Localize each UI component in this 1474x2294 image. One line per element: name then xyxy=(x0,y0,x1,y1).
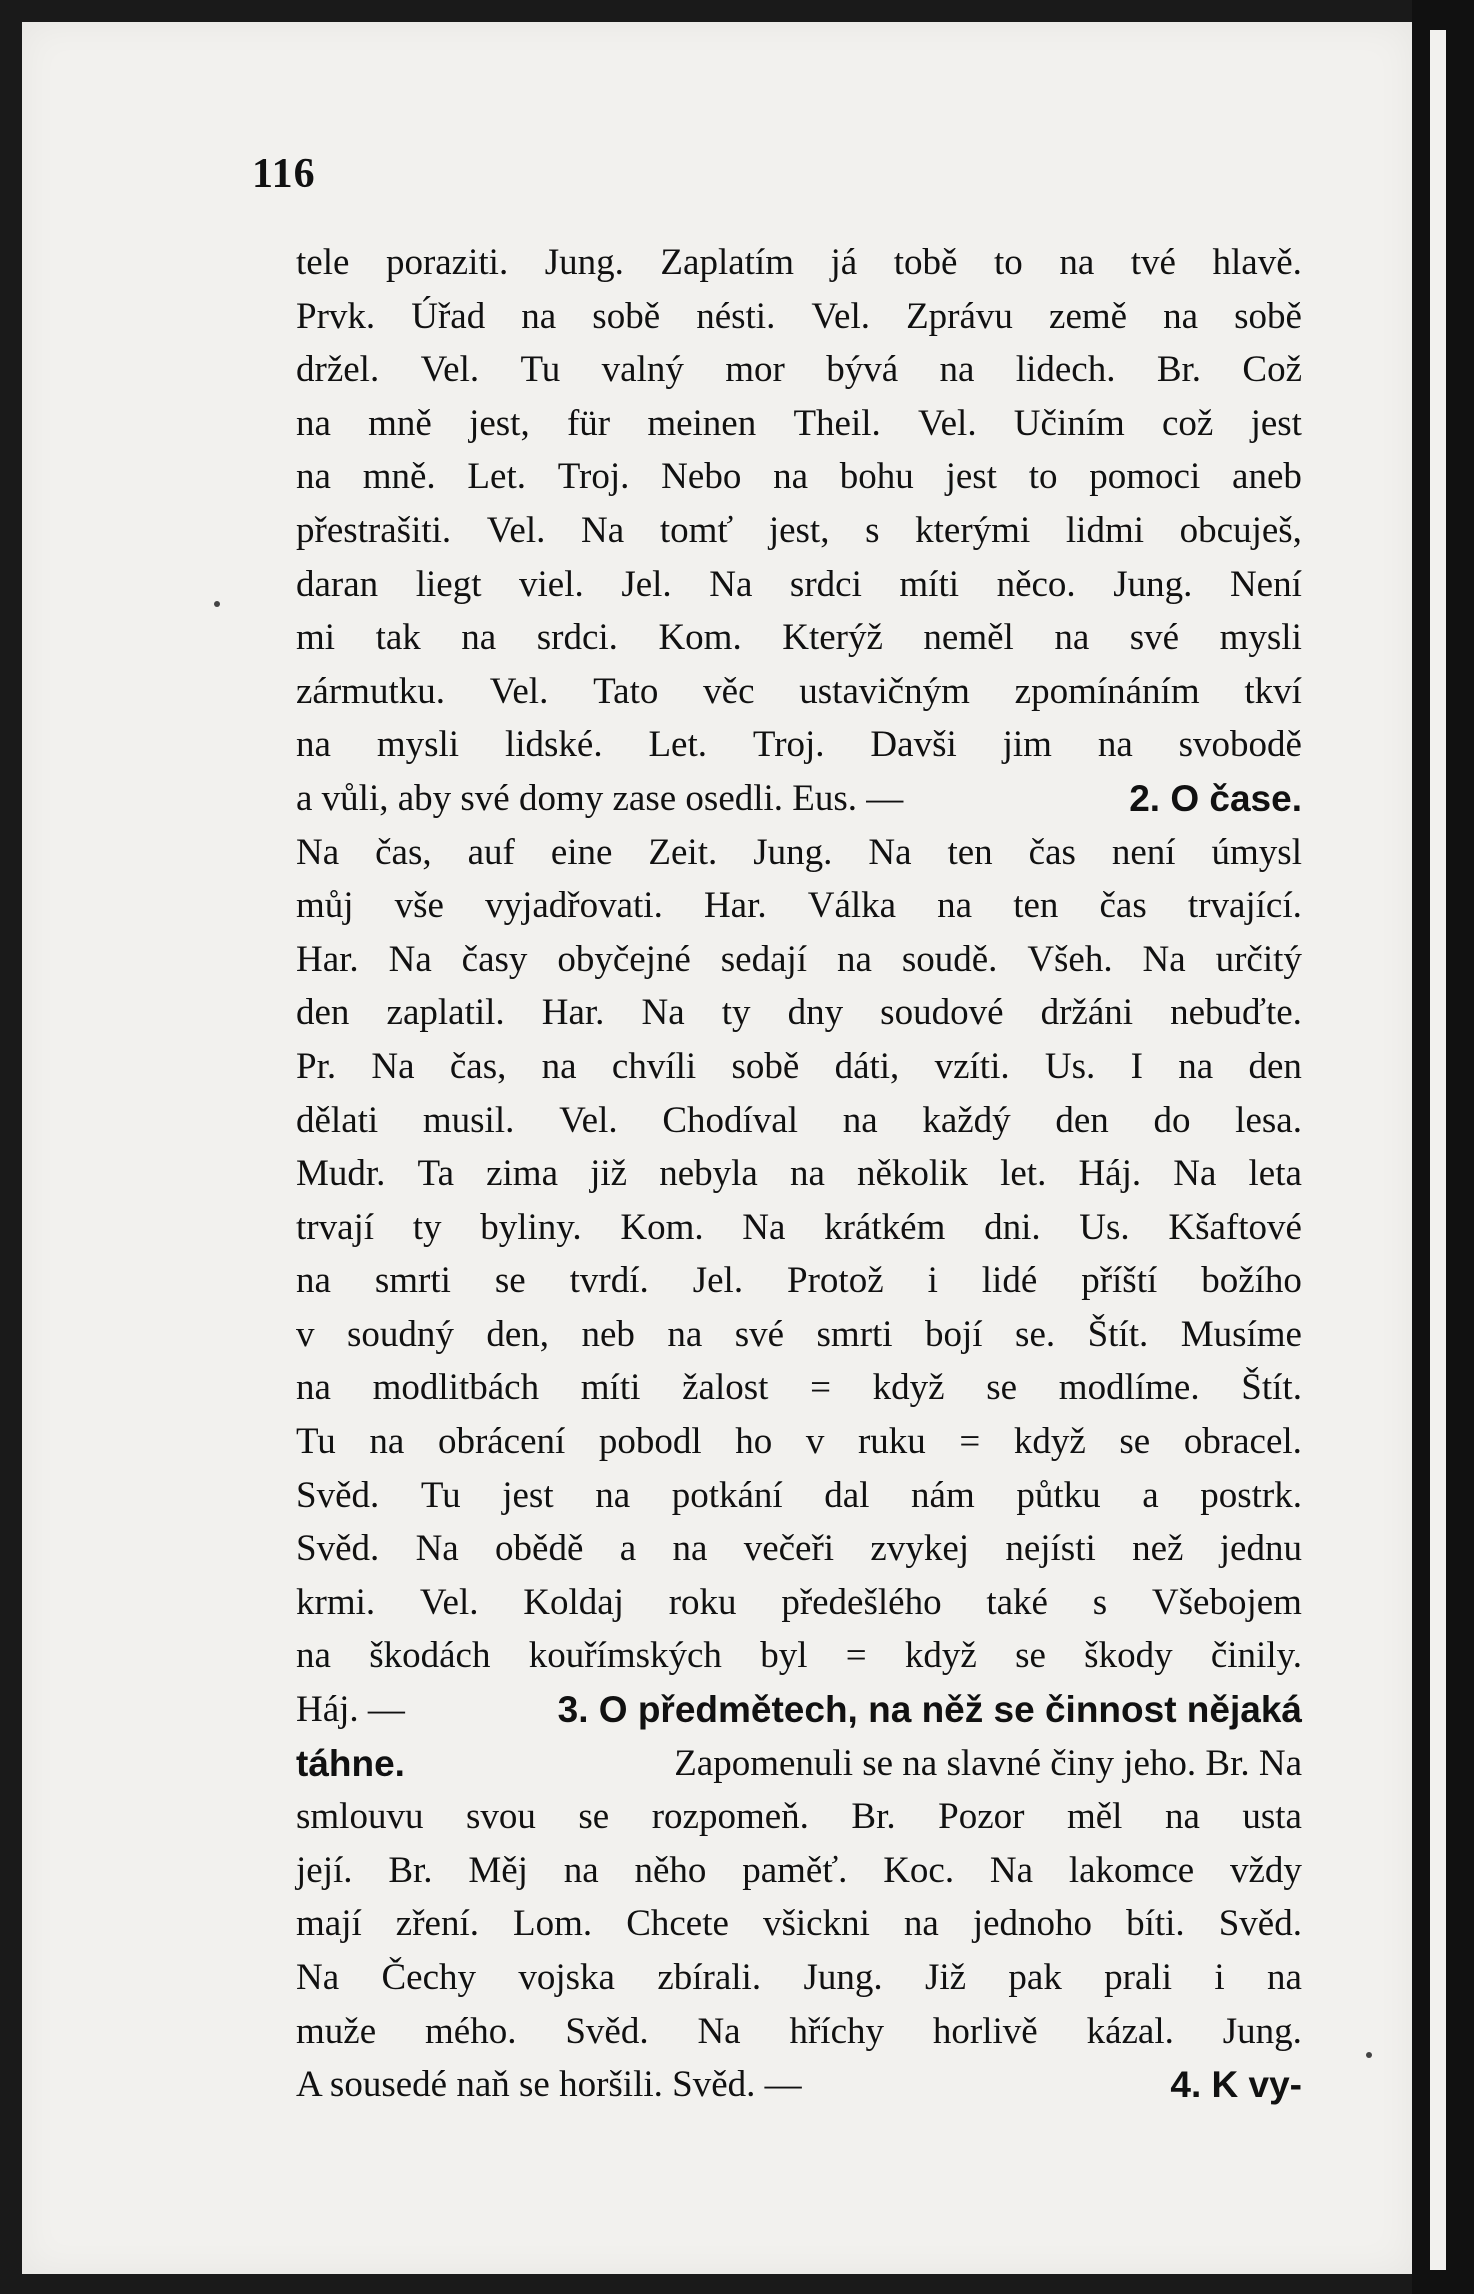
page-number: 116 xyxy=(252,151,316,197)
text-line-14: Har. Na časy obyčejné sedají na soudě. Všeh. Na určitý xyxy=(296,938,1302,980)
text-line-30: smlouvu svou se rozpomeň. Br. Pozor měl na usta xyxy=(296,1796,1302,1838)
section-heading-3a: 3. O předmětech, na něž se činnost nějaká xyxy=(557,1689,1302,1731)
section-heading-3b: táhne. xyxy=(296,1742,405,1784)
text-line-33: Na Čechy vojska zbírali. Jung. Již pak prali i na xyxy=(296,1957,1302,1998)
text-line-11-plain: a vůli, aby své domy zase osedli. Eus. — xyxy=(296,777,913,819)
text-line-20: na smrti se tvrdí. Jel. Protož i lidé příští božího xyxy=(296,1260,1302,1302)
text-line-15: den zaplatil. Har. Na ty dny soudové držáni nebuďte. xyxy=(296,992,1302,1034)
text-line-12: Na čas, auf eine Zeit. Jung. Na ten čas není úmysl xyxy=(296,831,1302,873)
text-line-35 xyxy=(296,2058,1302,2112)
text-line-8: mi tak na srdci. Kom. Kterýž neměl na své mysli xyxy=(296,617,1302,659)
text-line-16: Pr. Na čas, na chvíli sobě dáti, vzíti. Us. I na den xyxy=(296,1045,1302,1087)
section-heading-2: 2. O čase. xyxy=(1129,777,1302,819)
text-line-3: držel. Vel. Tu valný mor bývá na lidech. Br. Což xyxy=(296,349,1302,391)
section-heading-4: 4. K vy- xyxy=(1170,2064,1302,2106)
text-line-13: můj vše vyjadřovati. Har. Válka na ten čas trvající. xyxy=(296,885,1302,927)
text-line-4: na mně jest, für meinen Theil. Vel. Učiním což jest xyxy=(296,402,1302,444)
text-line-1: tele poraziti. Jung. Zaplatím já tobě to na tvé hlavě. xyxy=(296,242,1302,283)
print-speck-left xyxy=(214,601,220,607)
text-line-18: Mudr. Ta zima již nebyla na několik let. Háj. Na leta xyxy=(296,1153,1302,1195)
text-line-24: Svěd. Tu jest na potkání dal nám půtku a postrk. xyxy=(296,1474,1302,1516)
text-line-29-plain: Zapomenuli se na slavné činy jeho. Br. Na xyxy=(664,1742,1302,1784)
text-line-22: na modlitbách míti žalost = když se modlíme. Štít. xyxy=(296,1367,1302,1409)
text-line-17: dělati musil. Vel. Chodíval na každý den do lesa. xyxy=(296,1099,1302,1141)
text-line-23: Tu na obrácení pobodl ho v ruku = když se obracel. xyxy=(296,1421,1302,1463)
text-line-9: zármutku. Vel. Tato věc ustavičným zpomínáním tkví xyxy=(296,670,1302,712)
text-line-35-plain: A sousedé naň se horšili. Svěd. — xyxy=(296,2064,811,2106)
text-line-29 xyxy=(296,1737,1302,1791)
next-page-edge xyxy=(1430,30,1446,2270)
text-line-11 xyxy=(296,772,1302,826)
page-text-body xyxy=(296,236,1302,2112)
text-line-28-plain: Háj. — xyxy=(296,1689,415,1731)
text-line-2: Prvk. Úřad na sobě nésti. Vel. Zprávu země na sobě xyxy=(296,295,1302,337)
text-line-27: na škodách kouřímských byl = když se škody činily. xyxy=(296,1635,1302,1677)
text-line-21: v soudný den, neb na své smrti bojí se. Štít. Musíme xyxy=(296,1313,1302,1355)
text-line-25: Svěd. Na obědě a na večeři zvykej nejísti než jednu xyxy=(296,1528,1302,1570)
text-line-19: trvají ty byliny. Kom. Na krátkém dni. Us. Kšaftové xyxy=(296,1206,1302,1248)
text-line-26: krmi. Vel. Koldaj roku předešlého také s Všebojem xyxy=(296,1581,1302,1623)
text-line-7: daran liegt viel. Jel. Na srdci míti něco. Jung. Není xyxy=(296,563,1302,605)
text-line-31: její. Br. Měj na něho paměť. Koc. Na lakomce vždy xyxy=(296,1849,1302,1891)
text-line-6: přestrašiti. Vel. Na tomť jest, s kterými lidmi obcuješ, xyxy=(296,509,1302,551)
text-line-5: na mně. Let. Troj. Nebo na bohu jest to pomoci aneb xyxy=(296,456,1302,498)
print-speck-right xyxy=(1366,2052,1372,2058)
text-line-32: mají zření. Lom. Chcete všickni na jednoho bíti. Svěd. xyxy=(296,1903,1302,1945)
text-line-10: na mysli lidské. Let. Troj. Davši jim na svobodě xyxy=(296,724,1302,766)
text-line-28 xyxy=(296,1683,1302,1737)
text-line-34: muže mého. Svěd. Na hříchy horlivě kázal. Jung. xyxy=(296,2010,1302,2052)
